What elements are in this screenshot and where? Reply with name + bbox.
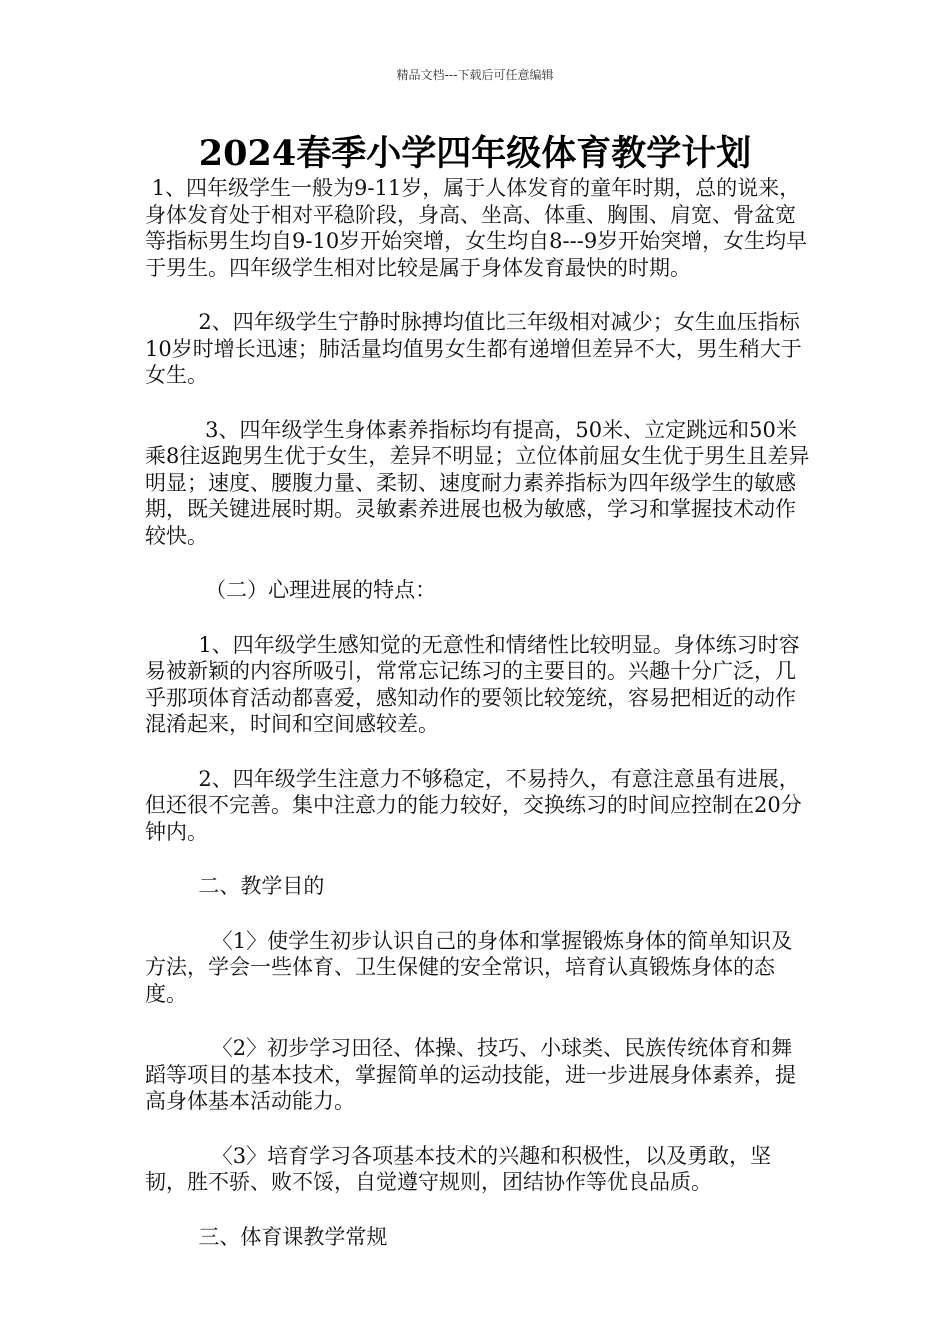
paragraph: 2、四年级学生注意力不够稳定，不易持久，有意注意虽有进展，但还很不完善。集中注意力的能力较好，交换练习的时间应控制在20分钟内。 [145, 766, 802, 844]
paragraph: 2、四年级学生宁静时脉搏均值比三年级相对减少；女生血压指标10岁时增长迅速；肺活量均值男女生都有递增但差异不大，男生稍大于女生。 [145, 310, 802, 387]
section-heading: 三、体育课教学常规 [145, 1224, 388, 1249]
paragraph: 〈2〉初步学习田径、体操、技巧、小球类、民族传统体育和舞蹈等项目的基本技术，掌握简单的运动技能，进一步进展身体素养，提高身体基本活动能力。 [145, 1036, 796, 1113]
section-subheading: （二）心理进展的特点： [145, 578, 437, 602]
paragraph: 1、四年级学生感知觉的无意性和情绪性比较明显。身体练习时容易被新颖的内容所吸引，常常忘记练习的主要目的。兴趣十分广泛，几乎那项体育活动都喜爱，感知动作的要领比较笼统，容易把相近的动作混淆起来，时间和空间感较差。 [145, 632, 800, 736]
paragraph: 〈1〉使学生初步认识自己的身体和掌握锻炼身体的简单知识及方法，学会一些体育、卫生保健的安全常识，培育认真锻炼身体的态度。 [145, 928, 793, 1006]
paragraph: 〈3〉培育学习各项基本技术的兴趣和积极性，以及勇敢，坚韧，胜不骄、败不馁，自觉遵守规则，团结协作等优良品质。 [145, 1143, 772, 1194]
paragraph: 1、四年级学生一般为9-11岁，属于人体发育的童年时期，总的说来，身体发育处于相对平稳阶段，身高、坐高、体重、胸围、肩宽、骨盆宽等指标男生均自9-10岁开始突增，女生均自8---9岁开始突增，女生均早于男生。四年级学生相对比较是属于身体发育最快的时期。 [145, 176, 808, 280]
section-heading: 二、教学目的 [145, 874, 325, 898]
document-title: 2024春季小学四年级体育教学计划 [198, 133, 752, 174]
document-body [145, 175, 810, 1278]
page-header: 精品文档---下载后可任意编辑 [396, 68, 554, 82]
paragraph: 3、四年级学生身体素养指标均有提高，50米、立定跳远和50米乘8往返跑男生优于女生，差异不明显；立位体前屈女生优于男生且差异明显；速度、腰腹力量、柔韧、速度耐力素养指标为四年级学生的敏感期，既关键进展时期。灵敏素养进展也极为敏感，学习和掌握技术动作较快。 [145, 417, 810, 548]
